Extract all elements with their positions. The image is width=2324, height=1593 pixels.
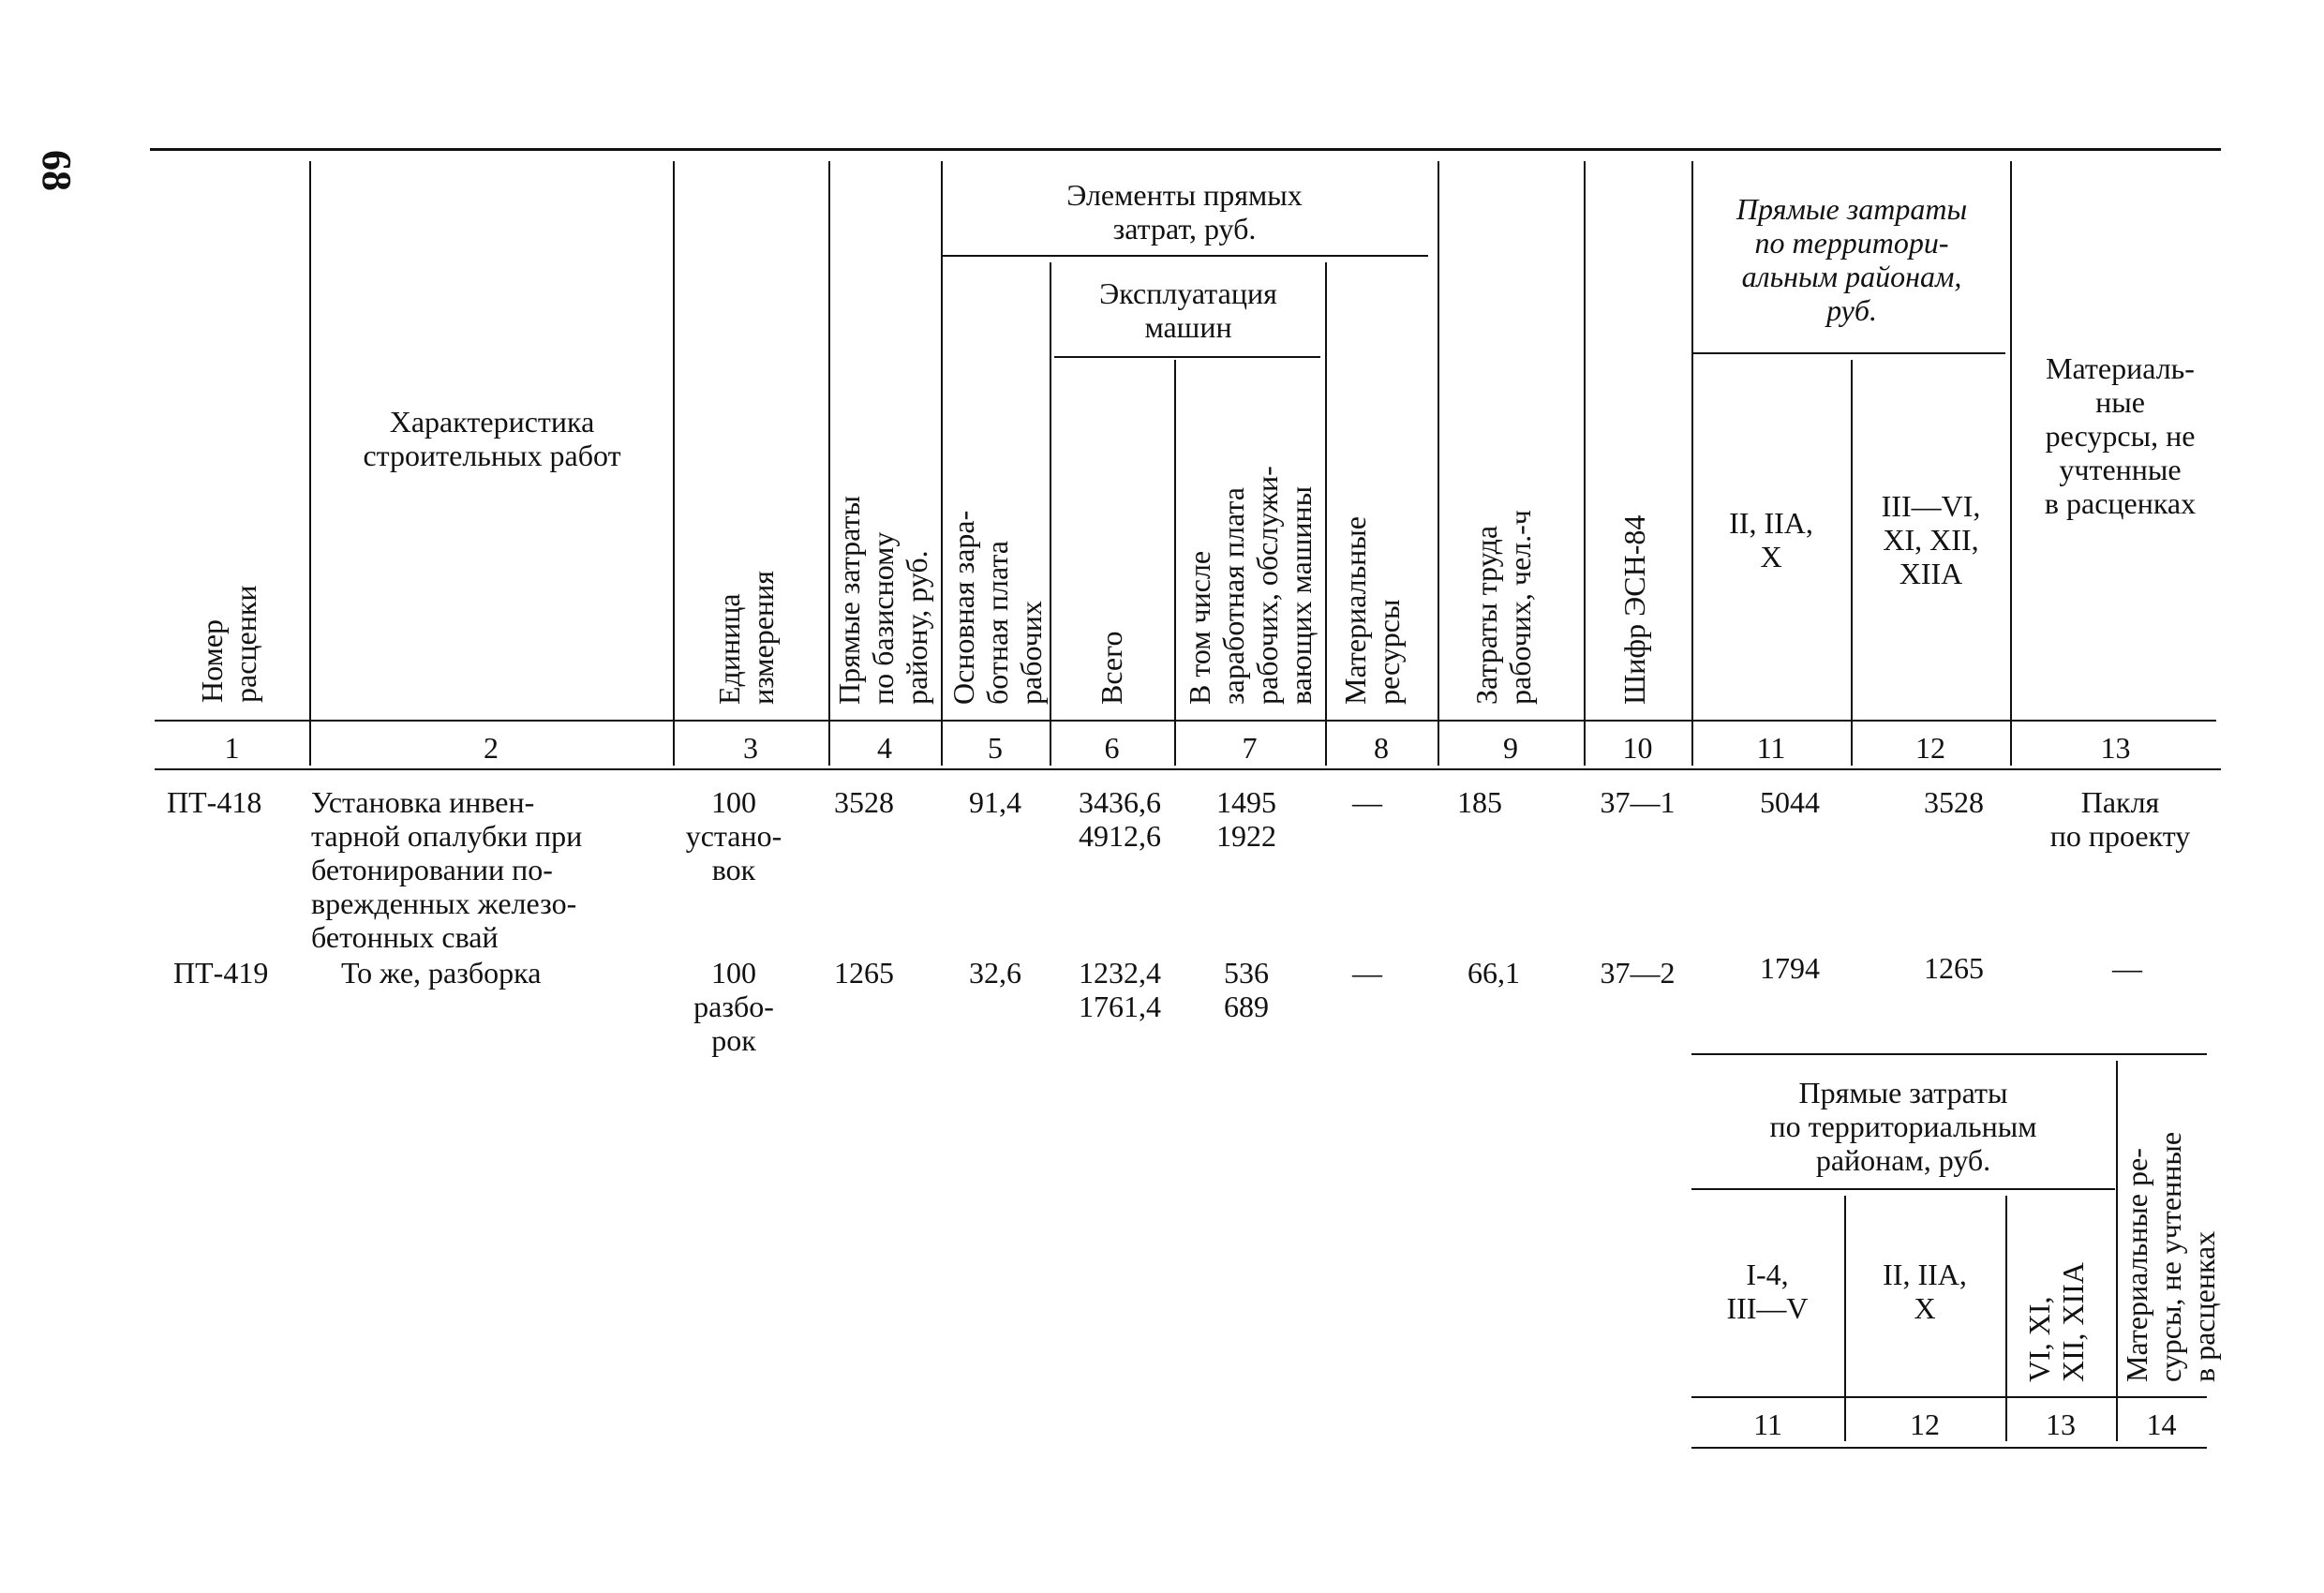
header-materials: Материальные ресурсы	[1338, 515, 1406, 705]
column-number: 4	[877, 731, 892, 765]
row-machines-wage: 1495 1922	[1216, 785, 1276, 853]
column-number: 13	[2046, 1407, 2076, 1441]
col-divider	[309, 161, 311, 766]
column-number: 8	[1374, 731, 1389, 765]
row-code: ПТ-419	[173, 956, 269, 990]
machines-divider	[1054, 356, 1320, 358]
column-number: 9	[1503, 731, 1518, 765]
row-wage: 32,6	[969, 956, 1021, 990]
table-top-rule	[150, 148, 2221, 151]
header-rate-number: Номер расценки	[195, 585, 262, 703]
column-number: 12	[1915, 731, 1945, 765]
row-labor: 185	[1457, 785, 1502, 819]
territorial-divider	[1691, 352, 2005, 354]
column-number: 6	[1104, 731, 1120, 765]
col-divider	[1174, 360, 1176, 766]
column-number: 11	[1756, 731, 1786, 765]
header-region-b: III—VI, XI, XII, XIIA	[1881, 489, 1981, 590]
row-region-b: 1265	[1924, 951, 1984, 985]
header-direct-base: Прямые затраты по базисному району, руб.	[832, 495, 933, 705]
col-divider	[2116, 1061, 2118, 1441]
header-machines-total: Всего	[1095, 631, 1128, 705]
row-not-included: Пакля по проекту	[2049, 785, 2191, 853]
column-number: 13	[2100, 731, 2131, 765]
row-materials: —	[1352, 785, 1382, 819]
small-header-bottom	[1691, 1396, 2207, 1398]
row-direct: 3528	[834, 785, 894, 819]
header-labor: Затраты труда рабочих, чел.-ч	[1469, 510, 1537, 705]
small-title-divider	[1691, 1188, 2115, 1190]
col-divider	[2010, 161, 2012, 766]
column-number: 1	[224, 731, 240, 765]
col-divider	[941, 161, 943, 766]
small-col-b: II, IIA, X	[1883, 1258, 1967, 1325]
row-description: То же, разборка	[341, 956, 542, 990]
row-esn: 37—1	[1600, 785, 1676, 819]
column-number: 7	[1242, 731, 1258, 765]
column-number: 11	[1753, 1407, 1782, 1441]
row-region-a: 5044	[1760, 785, 1820, 819]
header-machines-wage: В том числе заработная плата рабочих, обслужи- вающих машины	[1183, 466, 1318, 705]
column-number: 5	[988, 731, 1003, 765]
header-not-included: Материаль- ные ресурсы, не учтенные в расценках	[2044, 351, 2197, 520]
header-characteristic: Характеристика строительных работ	[363, 405, 621, 472]
header-base-wage: Основная зара- ботная плата рабочих	[946, 510, 1048, 705]
col-divider	[1438, 161, 1439, 766]
header-bottom-rule	[155, 720, 2216, 722]
col-divider	[673, 161, 675, 766]
small-col-c: VI, XI, XII, XIIA	[2022, 1262, 2090, 1382]
row-machines-total: 3436,6 4912,6	[1079, 785, 1161, 853]
column-number: 12	[1910, 1407, 1940, 1441]
row-code: ПТ-418	[167, 785, 262, 819]
col-divider	[828, 161, 830, 766]
header-territorial: Прямые затраты по территори- альным районам, руб.	[1736, 192, 1968, 327]
column-number: 10	[1622, 731, 1653, 765]
row-machines-total: 1232,4 1761,4	[1079, 956, 1161, 1023]
column-number: 2	[484, 731, 499, 765]
column-number: 14	[2146, 1407, 2177, 1441]
header-esn-code: Шифр ЭСН-84	[1617, 514, 1651, 705]
row-machines-wage: 536 689	[1224, 956, 1269, 1023]
row-labor: 66,1	[1467, 956, 1520, 990]
row-wage: 91,4	[969, 785, 1021, 819]
header-machines: Эксплуатация машин	[1099, 276, 1277, 344]
col-divider	[1325, 262, 1327, 766]
row-unit: 100 устано- вок	[685, 785, 782, 886]
row-direct: 1265	[834, 956, 894, 990]
col-divider	[2005, 1196, 2007, 1441]
row-esn: 37—2	[1600, 956, 1676, 990]
header-elements: Элементы прямых затрат, руб.	[1066, 178, 1303, 246]
row-description: Установка инвен- тарной опалубки при бетонировании по- врежденных железо- бетонных свай	[311, 785, 583, 954]
row-region-b: 3528	[1924, 785, 1984, 819]
row-materials: —	[1352, 956, 1382, 990]
column-number: 3	[743, 731, 758, 765]
page-number: 68	[34, 150, 80, 191]
col-divider	[1691, 161, 1693, 766]
row-not-included: —	[2112, 951, 2142, 985]
row-region-a: 1794	[1760, 951, 1820, 985]
small-col-d: Материальные ре- сурсы, не учтенные в расценках	[2120, 1131, 2221, 1382]
row-unit: 100 разбо- рок	[693, 956, 774, 1057]
header-unit: Единица измерения	[712, 571, 780, 705]
small-bottom-rule	[1691, 1447, 2207, 1449]
col-divider	[1851, 360, 1853, 766]
col-divider	[1584, 161, 1586, 766]
small-title: Прямые затраты по территориальным районам, руб.	[1769, 1076, 2037, 1177]
small-col-a: I-4, III—V	[1726, 1258, 1809, 1325]
colnum-bottom-rule	[155, 768, 2221, 770]
elements-divider	[941, 255, 1428, 257]
header-region-a: II, IIA, X	[1729, 506, 1813, 573]
